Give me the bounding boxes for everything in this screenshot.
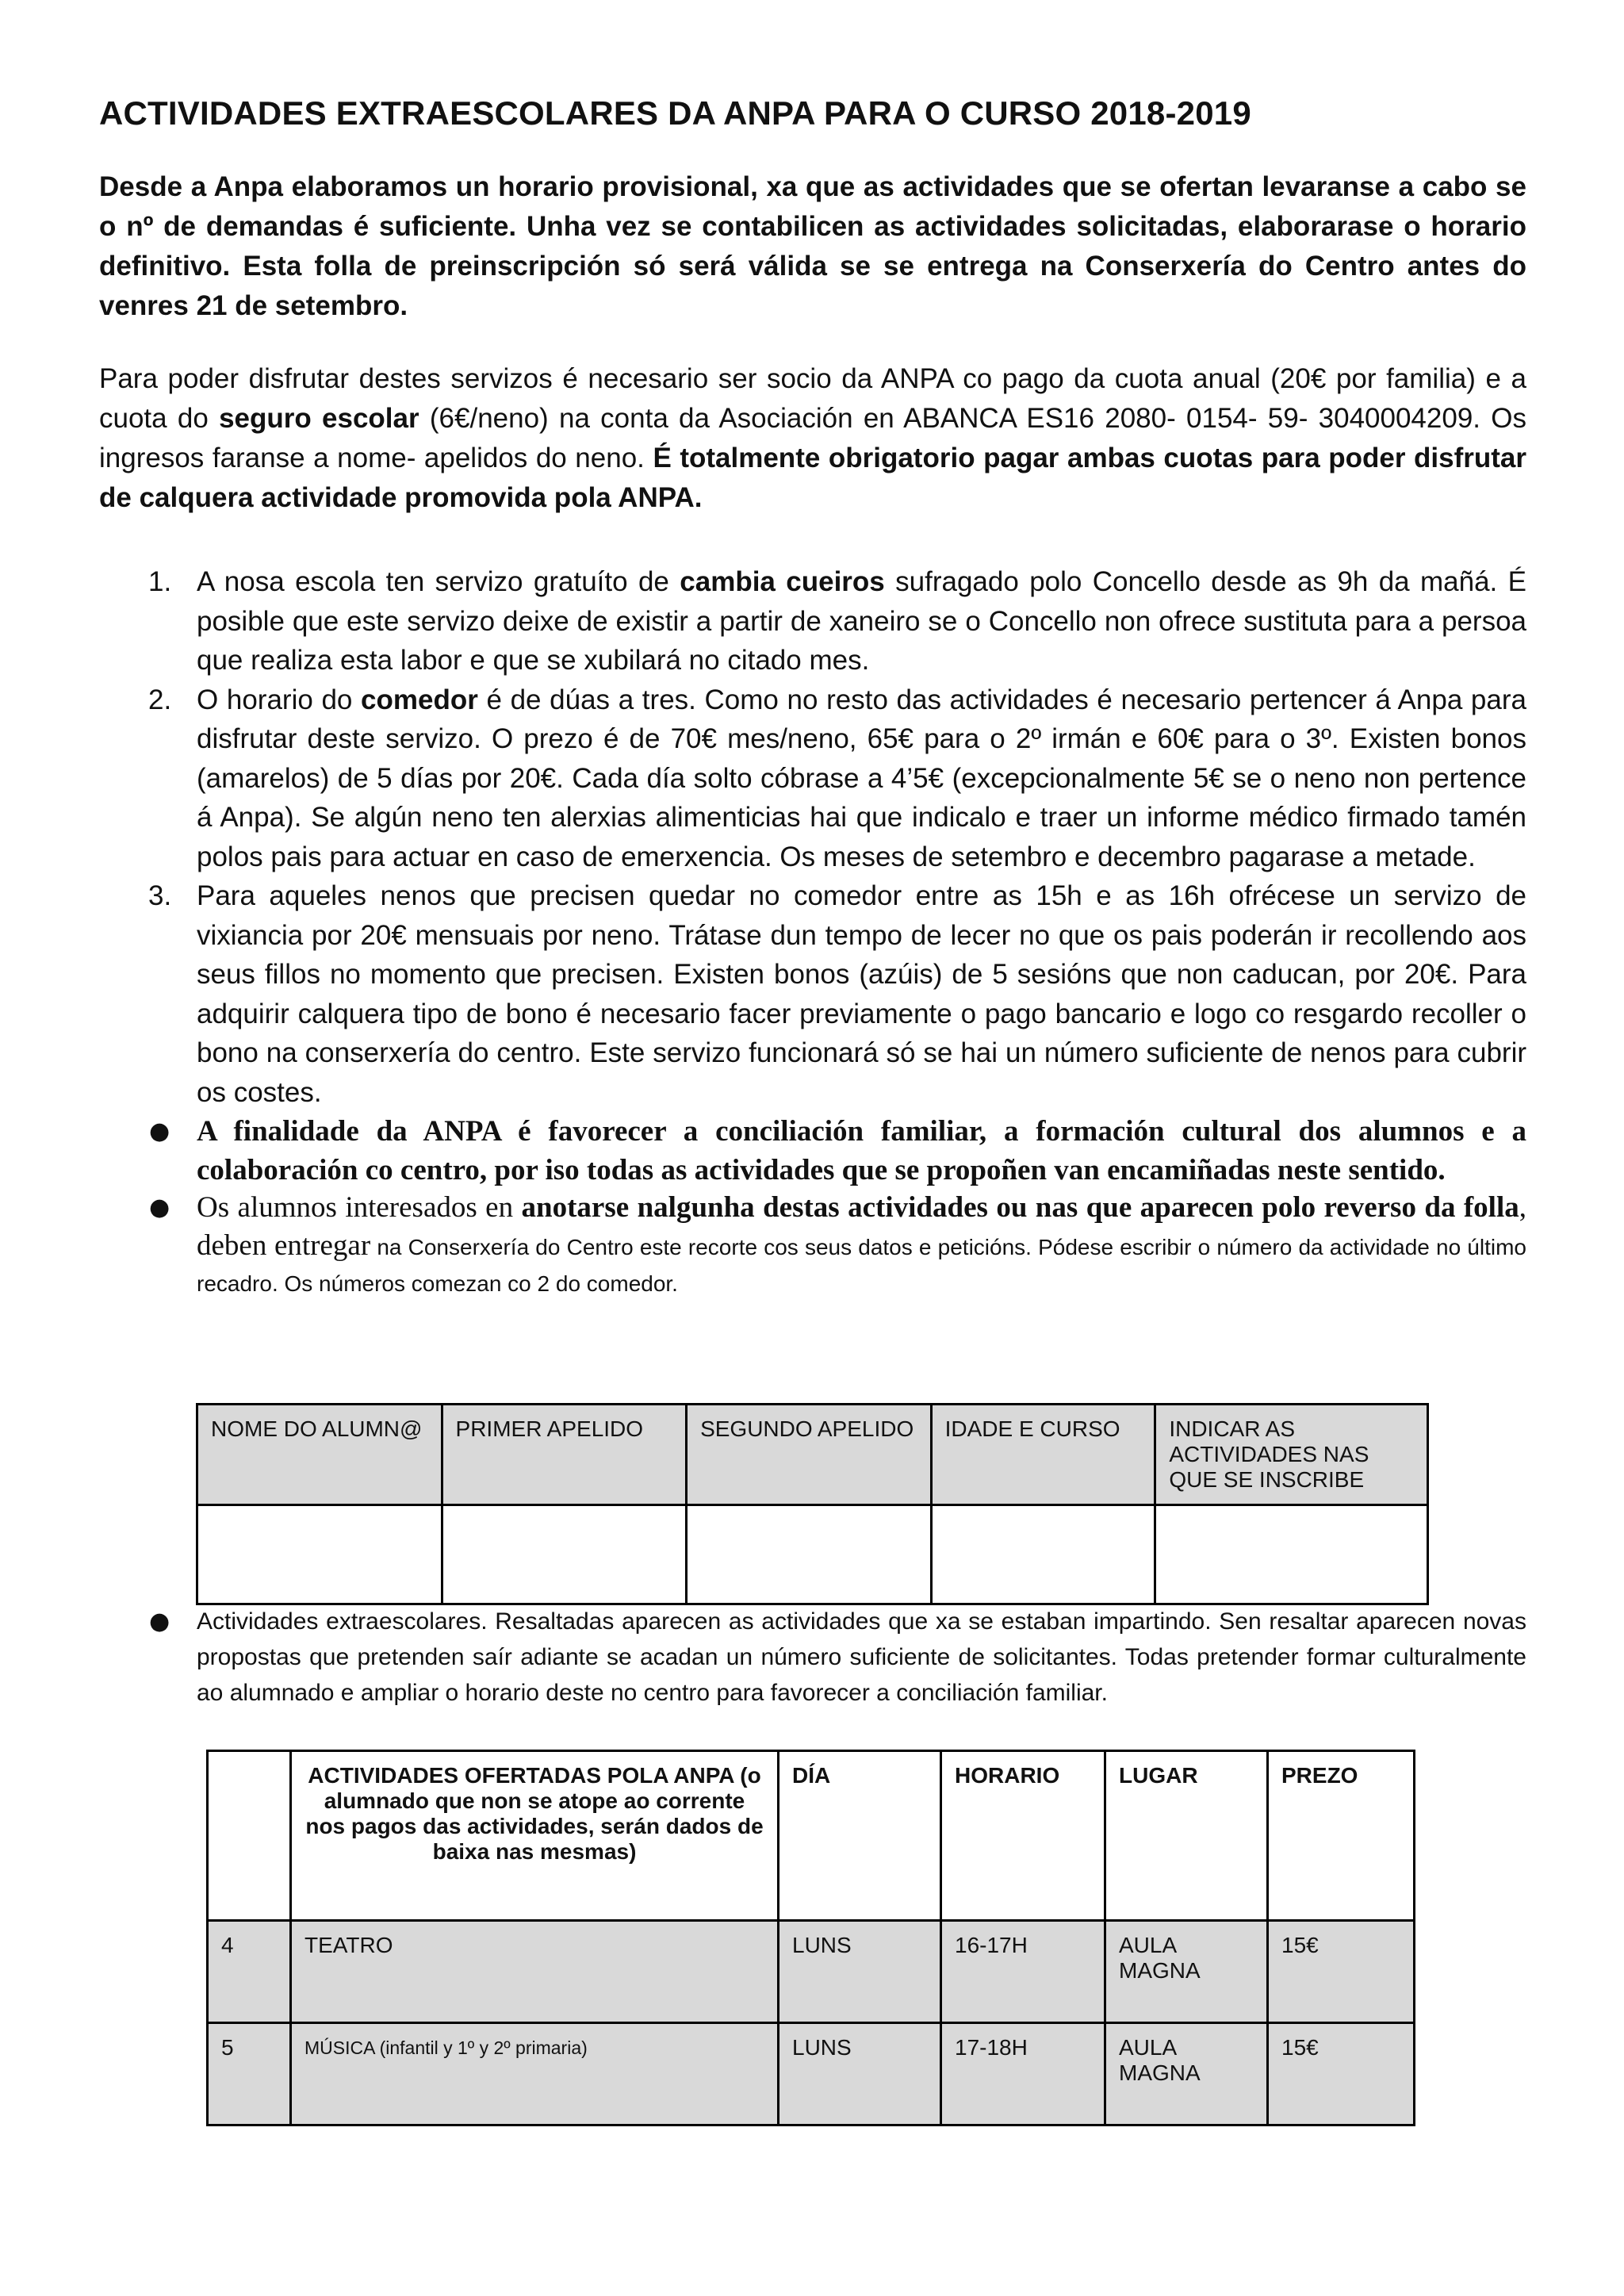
bullet-text: Actividades extraescolares. Resaltadas aparecen as actividades que xa se estaban impartindo. Sen resaltar aparecen novas propostas que pretenden saír adiante se acadan un número suficiente de solicitantes. Todas pretender formar culturalmente ao alumnado e ampliar o horario deste no centro para favorecer a conciliación familiar. (197, 1608, 1526, 1706)
table-row (208, 2023, 1415, 2125)
table-row (208, 1751, 1415, 1921)
list-number: 2. (148, 684, 172, 715)
student-name-field[interactable] (197, 1505, 442, 1604)
bullet-list (99, 1112, 1526, 1302)
activity-number: 5 (208, 2023, 291, 2125)
header-student-name: NOME DO ALUMN@ (197, 1405, 442, 1505)
header-first-surname: PRIMER APELIDO (442, 1405, 687, 1505)
page-title: ACTIVIDADES EXTRAESCOLARES DA ANPA PARA O CURSO 2018-2019 (99, 94, 1251, 132)
activity-day: LUNS (779, 1921, 941, 2023)
activity-number: 4 (208, 1921, 291, 2023)
header-place: LUGAR (1105, 1751, 1268, 1921)
bullet-bold: anotarse nalgunha destas actividades ou nas que aparecen polo reverso da folla (521, 1191, 1519, 1225)
activity-place: AULA MAGNA (1105, 1921, 1268, 2023)
list-text: A nosa escola ten servizo gratuíto de (197, 566, 680, 598)
first-surname-field[interactable] (442, 1505, 687, 1604)
bullet-text: , deben entregar (197, 1191, 1526, 1263)
fees-text-1: Para poder disfrutar destes servizos é necesario ser socio da ANPA co pago da cuota anual (20€ por familia) e a cuota do (99, 363, 1526, 435)
header-age-course: IDADE E CURSO (931, 1405, 1155, 1505)
list-number: 3. (148, 880, 172, 912)
header-time: HORARIO (941, 1751, 1105, 1921)
bullet-list (99, 1604, 1526, 1711)
activity-place: AULA MAGNA (1105, 2023, 1268, 2125)
table-row (208, 1921, 1415, 2023)
bullet-item-activities (99, 1604, 1526, 1711)
list-item (99, 876, 1526, 1112)
list-item (99, 680, 1526, 877)
bullet-text: na Conserxería do Centro este recorte cos seus datos e peticións. Pódese escribir o número da actividade no último recadro. Os números comezan co 2 do comedor. (197, 1235, 1526, 1297)
activity-price: 15€ (1268, 2023, 1415, 2125)
bullet-text: A finalidade da ANPA é favorecer a conciliación familiar, a formación cultural dos alumnos e a colaboración co centro, por iso todas as actividades que se propoñen van encamiñadas neste sentido. (197, 1115, 1526, 1187)
fees-text-2: (6€/neno) na conta da Asociación en ABANCA ES16 2080- 0154- 59- 3040004209. Os ingresos faranse a nome- apelidos do neno. (99, 403, 1527, 474)
fees-paragraph (99, 359, 1526, 518)
fees-bold-insurance: seguro escolar (219, 403, 419, 435)
activities-field[interactable] (1155, 1505, 1428, 1604)
list-text: O horario do (197, 684, 362, 715)
activity-day: LUNS (779, 2023, 941, 2125)
header-activities: INDICAR AS ACTIVIDADES NAS QUE SE INSCRIBE (1155, 1405, 1428, 1505)
activities-table (206, 1750, 1415, 2126)
list-text: sufragado polo Concello desde as 9h da mañá. É posible que este servizo deixe de existir a partir de xaneiro se o Concello non ofrece sustituta para a persoa que realiza esta labor e que se xubilará no citado mes. (197, 566, 1527, 677)
intro-paragraph: Desde a Anpa elaboramos un horario provisional, xa que as actividades que se ofertan levaranse a cabo se o nº de demandas é suficiente. Unha vez se contabilicen as actividades solicitadas, elaborarase o horario definitivo. Esta folla de preinscripción só será válida se se entrega na Conserxería do Centro antes do venres 21 de setembro. (99, 171, 1526, 322)
header-number (208, 1751, 291, 1921)
table-row (197, 1505, 1428, 1604)
activity-name: TEATRO (291, 1921, 779, 2023)
bullet-icon: ● (149, 1117, 170, 1146)
list-number: 1. (148, 566, 172, 598)
header-second-surname: SEGUNDO APELIDO (687, 1405, 932, 1505)
activity-price: 15€ (1268, 1921, 1415, 2023)
header-day: DÍA (779, 1751, 941, 1921)
bullet-icon: ● (149, 1194, 170, 1222)
fees-bold-mandatory: É totalmente obrigatorio pagar ambas cuotas para poder disfrutar de calquera actividade promovida pola ANPA. (99, 443, 1526, 514)
bullet-icon: ● (149, 1608, 170, 1635)
table-row (197, 1405, 1428, 1505)
bullet-item-instructions (99, 1190, 1526, 1302)
list-bold: comedor (361, 684, 478, 715)
age-course-field[interactable] (931, 1505, 1155, 1604)
services-list (99, 562, 1526, 1112)
list-item (99, 562, 1526, 680)
header-price: PREZO (1268, 1751, 1415, 1921)
list-bold: cambia cueiros (680, 566, 885, 598)
bullet-item-purpose (99, 1112, 1526, 1190)
bullet-text: Os alumnos interesados en (197, 1191, 522, 1225)
activity-time: 17-18H (941, 2023, 1105, 2125)
activities-note-wrapper (99, 1604, 1526, 1711)
activity-time: 16-17H (941, 1921, 1105, 2023)
header-activity: ACTIVIDADES OFERTADAS POLA ANPA (o alumnado que non se atope ao corrente nos pagos das actividades, serán dados de baixa nas mesmas) (291, 1751, 779, 1921)
second-surname-field[interactable] (687, 1505, 932, 1604)
signup-table (196, 1403, 1429, 1605)
list-text: Para aqueles nenos que precisen quedar no comedor entre as 15h e as 16h ofrécese un servizo de vixiancia por 20€ mensuais por neno. Trátase dun tempo de lecer no que os pais poderán ir recollendo aos seus fillos no momento que precisen. Existen bonos (azúis) de 5 sesións que non caducan, por 20€. Para adquirir calquera tipo de bono é necesario facer previamente o pago bancario e logo co resgardo recoller o bono na conserxería do centro. Este servizo funcionará só se hai un número suficiente de nenos para cubrir os costes. (197, 880, 1526, 1108)
document-page (99, 94, 1526, 1302)
list-text: é de dúas a tres. Como no resto das actividades é necesario pertencer á Anpa para disfrutar deste servizo. O prezo é de 70€ mes/neno, 65€ para o 2º irmán e 60€ para o 3º. Existen bonos (amarelos) de 5 días por 20€. Cada día solto cóbrase a 4’5€ (excepcionalmente 5€ se o neno non pertence á Anpa). Se algún neno ten alerxias alimenticias hai que indicalo e traer un informe médico firmado tamén polos pais para actuar en caso de emerxencia. Os meses de setembro e decembro pagarase a metade. (197, 684, 1526, 872)
activity-name: MÚSICA (infantil y 1º y 2º primaria) (291, 2023, 779, 2125)
